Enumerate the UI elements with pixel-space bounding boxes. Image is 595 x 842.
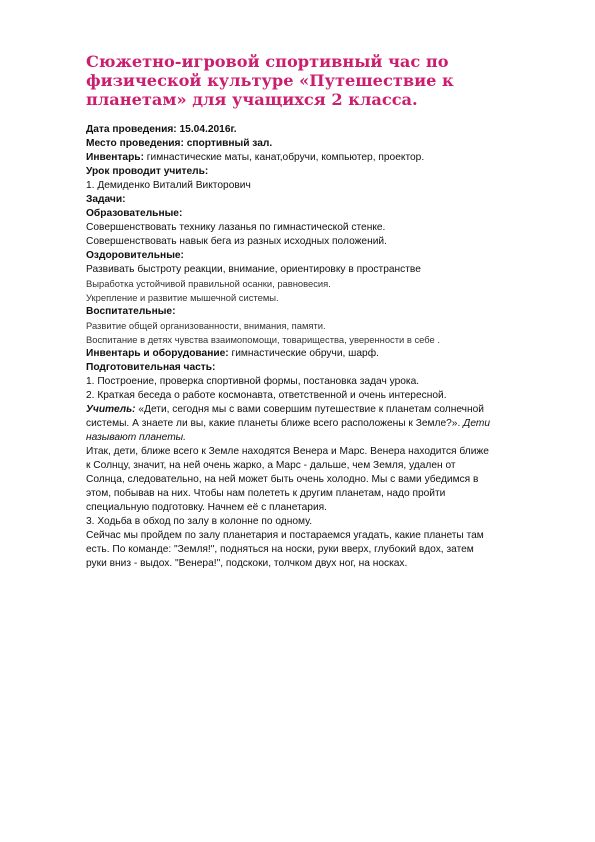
health-item: Развивать быстроту реакции, внимание, ориентировку в пространстве — [86, 264, 421, 275]
equipment-label: Инвентарь и оборудование: — [86, 348, 229, 359]
stage-direction: Дети — [460, 418, 491, 429]
teacher-speech-label: Учитель: — [86, 404, 136, 415]
equipment-line — [86, 347, 546, 361]
prep-item-2: 2. Краткая беседа о работе космонавта, ответственной и очень интересной. — [86, 390, 447, 401]
final-line: Сейчас мы пройдем по залу планетария и постараемся угадать, какие планеты там — [86, 530, 484, 541]
health-heading: Оздоровительные: — [86, 250, 184, 261]
upbringing-heading: Воспитательные: — [86, 306, 176, 317]
date-line: Дата проведения: 15.04.2016г. — [86, 124, 237, 135]
health-item: Выработка устойчивой правильной осанки, равновесия. — [86, 278, 331, 289]
final-line: руки вниз - выдох. "Венера!", подскоки, толчком двух ног, на носках. — [86, 558, 408, 569]
teacher-speech-line — [86, 403, 546, 417]
teacher-speech-line — [86, 417, 546, 431]
educational-item: Совершенствовать технику лазанья по гимнастической стенке. — [86, 222, 386, 233]
title-line: физической культуре «Путешествие к — [86, 71, 454, 90]
educational-item: Совершенствовать навык бега из разных исходных положений. — [86, 236, 387, 247]
upbringing-item: Воспитание в детях чувства взаимопомощи, товарищества, уверенности в себе . — [86, 334, 440, 345]
health-item: Укрепление и развитие мышечной системы. — [86, 292, 279, 303]
paragraph-line: Итак, дети, ближе всего к Земле находятся Венера и Марс. Венера находится ближе — [86, 446, 489, 457]
teacher-name: 1. Демиденко Виталий Викторович — [86, 180, 251, 191]
upbringing-item: Развитие общей организованности, внимания, памяти. — [86, 320, 326, 331]
inventory-label: Инвентарь: — [86, 152, 144, 163]
final-line: есть. По команде: "Земля!", подняться на носки, руки вверх, глубокий вдох, затем — [86, 544, 474, 555]
tasks-heading: Задачи: — [86, 194, 126, 205]
title-line: планетам» для учащихся 2 класса. — [86, 90, 418, 109]
prep-item-1: 1. Построение, проверка спортивной формы, постановка задач урока. — [86, 376, 420, 387]
teacher-speech-text: системы. А знаете ли вы, какие планеты ближе всего расположены к Земле?». — [86, 418, 461, 429]
teacher-heading: Урок проводит учитель: — [86, 166, 209, 177]
document-title — [86, 52, 526, 109]
prep-item-3: 3. Ходьба в обход по залу в колонне по одному. — [86, 516, 313, 527]
inventory-value: гимнастические маты, канат,обручи, компьютер, проектор. — [143, 152, 425, 163]
place-line: Место проведения: спортивный зал. — [86, 138, 273, 149]
prep-heading: Подготовительная часть: — [86, 362, 216, 373]
title-line: Сюжетно-игровой спортивный час по — [86, 52, 449, 71]
educational-heading: Образовательные: — [86, 208, 183, 219]
paragraph-line: этом, побывав на них. Чтобы нам полететь к другим планетам, надо пройти — [86, 488, 446, 499]
document-body — [86, 123, 546, 571]
paragraph-line: к Солнцу, значит, на ней очень жарко, а Марс - дальше, чем Земля, удален от — [86, 460, 456, 471]
paragraph-line: специальную подготовку. Начнем её с планетария. — [86, 502, 328, 513]
paragraph-line: Солнца, следовательно, на ней может быть очень холодно. Мы с вами убедимся в — [86, 474, 479, 485]
stage-direction: называют планеты. — [86, 432, 187, 443]
inventory-line — [86, 151, 546, 165]
equipment-value: гимнастические обручи, шарф. — [228, 348, 379, 359]
teacher-speech-text: «Дети, сегодня мы с вами совершим путешествие к планетам солнечной — [135, 404, 484, 415]
